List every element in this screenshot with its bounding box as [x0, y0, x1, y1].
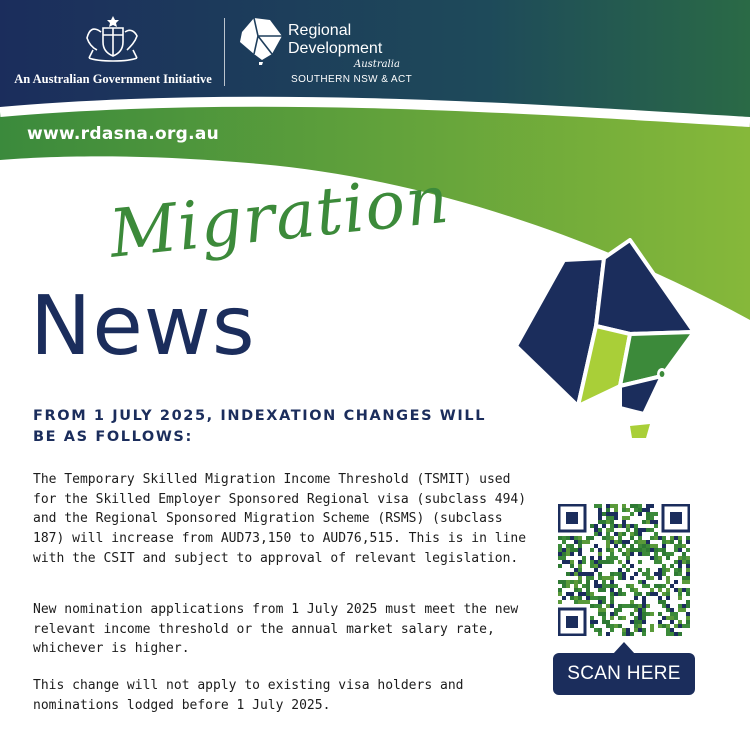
scan-here-button[interactable]: SCAN HERE: [553, 653, 695, 695]
coat-of-arms-icon: [81, 14, 145, 66]
government-initiative-text: An Australian Government Initiative: [14, 72, 212, 86]
qr-code-icon[interactable]: [558, 504, 690, 636]
section-heading: FROM 1 JULY 2025, INDEXATION CHANGES WILL BE AS FOLLOWS:: [33, 408, 487, 445]
australia-map-icon: [512, 238, 696, 448]
website-link[interactable]: www.rdasna.org.au: [27, 124, 220, 144]
rda-name-regional: Regional: [288, 22, 352, 39]
scan-here-badge[interactable]: [553, 642, 695, 695]
paragraph-nomination: New nomination applications from 1 July 2025 must meet the new relevant income threshold or the annual market salary rate, whichever is higher.: [33, 602, 519, 657]
rda-name-development: Development: [288, 40, 383, 57]
rda-region: SOUTHERN NSW & ACT: [291, 74, 413, 85]
rda-name-australia: Australia: [354, 59, 400, 70]
rda-australia-map-icon: [236, 14, 284, 66]
rda-logo: [236, 14, 416, 90]
paragraph-existing-holders: This change will not apply to existing visa holders and nominations lodged before 1 July 2025.: [33, 678, 464, 713]
migration-script-title: Migration: [105, 160, 453, 273]
australian-government-logo: [8, 14, 218, 87]
news-title: News: [30, 279, 256, 374]
header-divider: [224, 18, 225, 86]
paragraph-tsmit: The Temporary Skilled Migration Income Threshold (TSMIT) used for the Skilled Employer Sponsored Regional visa (subclass 494) and the Regional Sponsored Migration Scheme (RSMS) (subclass 187) will increase from AUD73,150 to AUD76,515. This is in line with the CSIT and subject to approval of relevant legislation.: [33, 472, 527, 566]
